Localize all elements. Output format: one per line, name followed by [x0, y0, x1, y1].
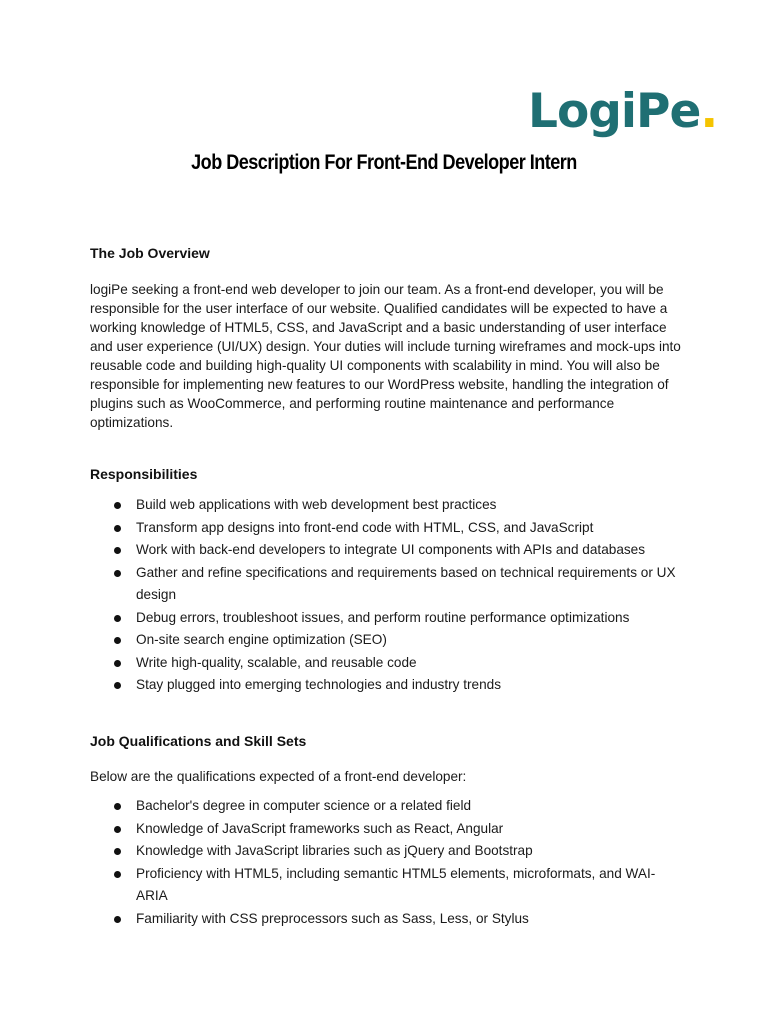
list-item-text: Transform app designs into front-end code with HTML, CSS, and JavaScript: [136, 519, 594, 535]
list-item: [90, 674, 682, 697]
list-item-text: On-site search engine optimization (SEO): [136, 632, 387, 647]
logo-dot: .: [700, 84, 718, 139]
list-item-text: Write high-quality, scalable, and reusable code: [136, 654, 417, 670]
overview-heading: The Job Overview: [90, 245, 210, 261]
responsibilities-list: [90, 494, 682, 697]
bullet-icon: [114, 803, 121, 810]
logo-text: LogiPe: [528, 84, 701, 139]
bullet-icon: [114, 848, 121, 855]
document-title: Job Description For Front-End Developer Intern: [191, 151, 577, 174]
list-item-text: Build web applications with web development best practices: [136, 497, 497, 512]
bullet-icon: [114, 570, 121, 577]
list-item-text: Debug errors, troubleshoot issues, and perform routine performance optimizations: [136, 609, 630, 625]
company-logo: [528, 84, 718, 139]
bullet-icon: [114, 615, 121, 622]
list-item-text: Bachelor's degree in computer science or a related field: [136, 798, 472, 813]
list-item-text: Familiarity with CSS preprocessors such as Sass, Less, or Stylus: [136, 910, 529, 926]
list-item-text: Knowledge of JavaScript frameworks such as React, Angular: [136, 820, 504, 836]
list-item-text: Stay plugged into emerging technologies and industry trends: [136, 677, 502, 692]
list-item: [90, 908, 682, 931]
list-item: [90, 840, 682, 863]
list-item-text: Proficiency with HTML5, including semantic HTML5 elements, microformats, and WAI-ARIA: [136, 865, 656, 903]
bullet-icon: [114, 826, 121, 833]
list-item: [90, 629, 682, 652]
qualifications-heading: Job Qualifications and Skill Sets: [90, 733, 307, 749]
list-item: [90, 539, 682, 562]
bullet-icon: [114, 525, 121, 532]
list-item-text: Work with back-end developers to integrate UI components with APIs and databases: [136, 542, 646, 557]
list-item: [90, 607, 682, 630]
bullet-icon: [114, 637, 121, 644]
list-item: [90, 562, 682, 607]
bullet-icon: [114, 547, 121, 554]
overview-paragraph: logiPe seeking a front-end web developer to join our team. As a front-end developer, you will be responsible for the user interface of our website. Qualified candidates will be expected to have a working knowledge of HTML5, CSS, and JavaScript and a basic understanding of user interface and user experience (UI/UX) design. Your duties will include turning wireframes and mock-ups into reusable code and building high-quality UI components with scalability in mind. You will also be responsible for implementing new features to our WordPress website, handling the integration of plugins such as WooCommerce, and performing routine maintenance and performance optimizations.: [90, 282, 681, 430]
list-item: [90, 863, 682, 908]
bullet-icon: [114, 916, 121, 923]
list-item: [90, 818, 682, 841]
bullet-icon: [114, 502, 121, 509]
list-item: [90, 652, 682, 675]
bullet-icon: [114, 682, 121, 689]
responsibilities-heading: Responsibilities: [90, 466, 198, 482]
bullet-icon: [114, 871, 121, 878]
list-item: [90, 517, 682, 540]
list-item-text: Knowledge with JavaScript libraries such as jQuery and Bootstrap: [136, 843, 533, 858]
list-item: [90, 795, 682, 818]
qualifications-list: [90, 795, 682, 930]
list-item: [90, 494, 682, 517]
qualifications-intro: Below are the qualifications expected of a front-end developer:: [90, 769, 467, 784]
bullet-icon: [114, 660, 121, 667]
list-item-text: Gather and refine specifications and requirements based on technical requirements or UX design: [136, 564, 676, 602]
